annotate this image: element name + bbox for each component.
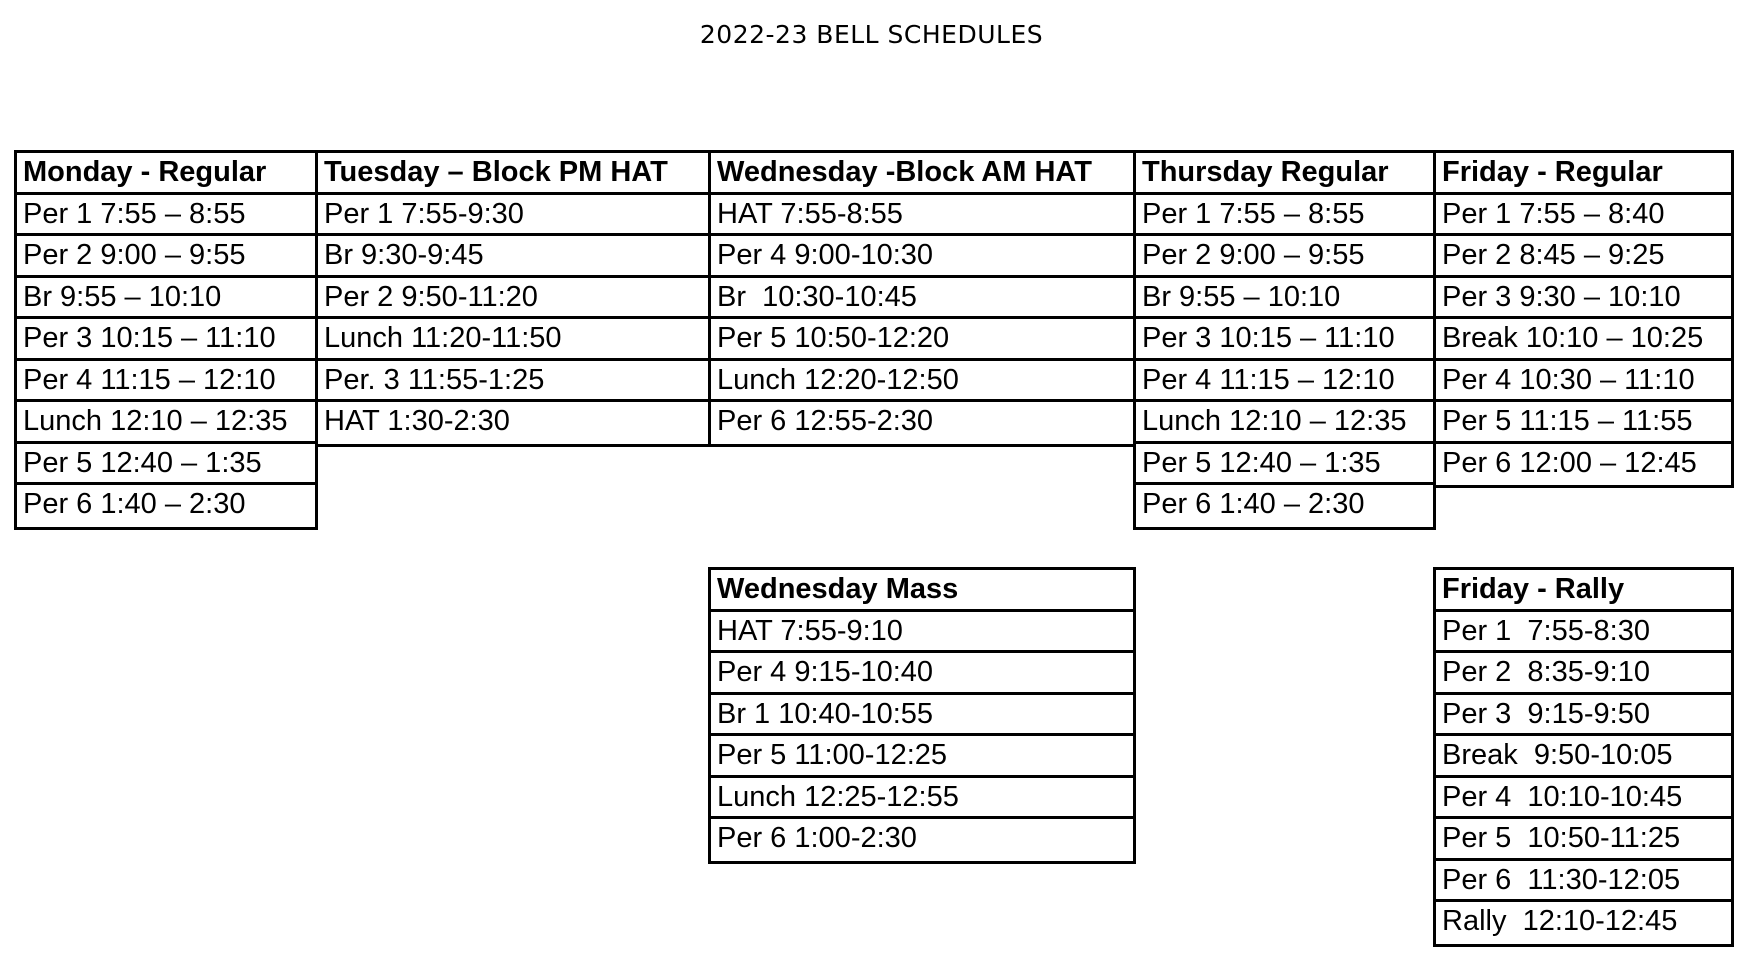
schedule-row: Per 5 11:15 – 11:55 bbox=[1436, 402, 1731, 444]
schedule-row: Per 3 10:15 – 11:10 bbox=[1136, 319, 1433, 361]
schedule-row: Per 2 8:35-9:10 bbox=[1436, 653, 1731, 695]
schedule-row: Per 6 1:40 – 2:30 bbox=[23, 488, 246, 520]
schedule-row: Per 6 12:55-2:30 bbox=[717, 405, 934, 437]
schedule-header: Thursday Regular bbox=[1136, 153, 1433, 195]
schedule-table-wednesday-mass bbox=[708, 567, 1136, 864]
schedule-header: Monday - Regular bbox=[17, 153, 315, 195]
schedule-row: Per 4 11:15 – 12:10 bbox=[1136, 361, 1433, 403]
schedule-row: Per 1 7:55 – 8:55 bbox=[1136, 195, 1433, 237]
schedule-row: HAT 7:55-9:10 bbox=[711, 612, 1133, 654]
schedule-header: Wednesday Mass bbox=[711, 570, 1133, 612]
schedule-row: Per 1 7:55-9:30 bbox=[318, 195, 708, 237]
schedule-row: Per 5 12:40 – 1:35 bbox=[1136, 444, 1433, 486]
schedule-row: Per 3 9:15-9:50 bbox=[1436, 695, 1731, 737]
schedule-row: Per 5 10:50-11:25 bbox=[1436, 819, 1731, 861]
schedule-row: Per 2 9:50-11:20 bbox=[318, 278, 708, 320]
schedule-row: Per 1 7:55 – 8:40 bbox=[1436, 195, 1731, 237]
schedule-row: Br 9:30-9:45 bbox=[318, 236, 708, 278]
schedule-row: Per 6 12:00 – 12:45 bbox=[1442, 446, 1697, 479]
schedule-row: Break 10:10 – 10:25 bbox=[1436, 319, 1731, 361]
schedule-row: HAT 1:30-2:30 bbox=[324, 405, 510, 437]
schedule-table-friday bbox=[1433, 150, 1734, 488]
schedule-row: HAT 7:55-8:55 bbox=[711, 195, 1133, 237]
schedule-row: Rally 12:10-12:45 bbox=[1442, 905, 1678, 937]
schedule-row: Per 5 10:50-12:20 bbox=[711, 319, 1133, 361]
schedule-row: Per 2 9:00 – 9:55 bbox=[1136, 236, 1433, 278]
schedule-header: Friday - Regular bbox=[1436, 153, 1731, 195]
schedule-row: Break 9:50-10:05 bbox=[1436, 736, 1731, 778]
schedule-row: Br 10:30-10:45 bbox=[711, 278, 1133, 320]
schedule-row: Lunch 12:10 – 12:35 bbox=[1136, 402, 1433, 444]
schedule-row: Br 1 10:40-10:55 bbox=[711, 695, 1133, 737]
schedule-table-thursday bbox=[1133, 150, 1436, 530]
schedule-row: Per 3 10:15 – 11:10 bbox=[17, 319, 315, 361]
schedule-row: Lunch 12:20-12:50 bbox=[711, 361, 1133, 403]
schedule-row: Per. 3 11:55-1:25 bbox=[318, 361, 708, 403]
schedule-header: Wednesday -Block AM HAT bbox=[711, 153, 1133, 195]
schedule-row: Per 6 1:00-2:30 bbox=[717, 822, 917, 854]
schedule-row: Lunch 12:10 – 12:35 bbox=[17, 402, 315, 444]
schedule-row: Per 1 7:55 – 8:55 bbox=[17, 195, 315, 237]
schedule-row: Per 5 11:00-12:25 bbox=[711, 736, 1133, 778]
schedule-row: Br 9:55 – 10:10 bbox=[17, 278, 315, 320]
schedule-row: Lunch 11:20-11:50 bbox=[318, 319, 708, 361]
schedule-row: Per 2 8:45 – 9:25 bbox=[1436, 236, 1731, 278]
schedule-row: Lunch 12:25-12:55 bbox=[711, 778, 1133, 820]
schedule-row: Per 6 11:30-12:05 bbox=[1436, 861, 1731, 903]
schedule-table-monday bbox=[14, 150, 318, 530]
page-title: 2022-23 BELL SCHEDULES bbox=[699, 20, 1044, 49]
schedule-row: Per 4 10:10-10:45 bbox=[1436, 778, 1731, 820]
schedule-row: Per 4 9:15-10:40 bbox=[711, 653, 1133, 695]
schedule-row: Per 4 10:30 – 11:10 bbox=[1436, 361, 1731, 403]
schedule-row: Per 4 11:15 – 12:10 bbox=[17, 361, 315, 403]
schedule-row: Per 6 1:40 – 2:30 bbox=[1142, 488, 1365, 520]
schedule-row: Per 5 12:40 – 1:35 bbox=[17, 444, 315, 486]
schedule-row: Br 9:55 – 10:10 bbox=[1136, 278, 1433, 320]
schedule-header: Tuesday – Block PM HAT bbox=[318, 153, 708, 195]
schedule-row: Per 4 9:00-10:30 bbox=[711, 236, 1133, 278]
schedule-table-tuesday bbox=[315, 150, 711, 447]
schedule-row: Per 1 7:55-8:30 bbox=[1436, 612, 1731, 654]
schedule-row: Per 3 9:30 – 10:10 bbox=[1436, 278, 1731, 320]
schedule-header: Friday - Rally bbox=[1436, 570, 1731, 612]
schedule-row: Per 2 9:00 – 9:55 bbox=[17, 236, 315, 278]
schedule-table-wednesday bbox=[708, 150, 1136, 447]
schedule-table-friday-rally bbox=[1433, 567, 1734, 947]
